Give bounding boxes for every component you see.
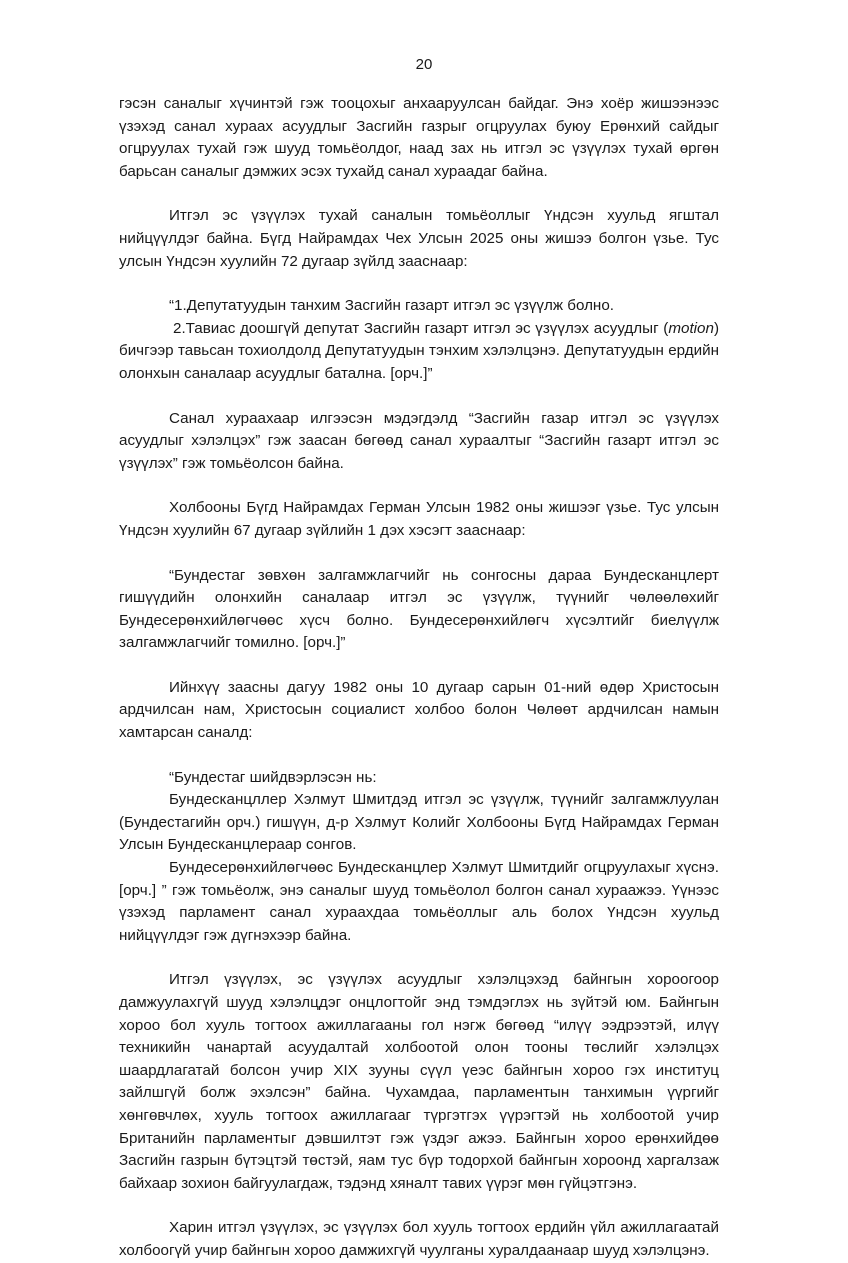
- quote-czech-text-b: ) бичгээр тавьсан тохиолдолд Депутатуудын тэнхим хэлэлцэнэ. Депутатуудын ердийн олонхын саналаар асуудлыг батална. [орч.]”: [119, 319, 719, 382]
- paragraph-germany-intro: Холбооны Бүгд Найрамдах Герман Улсын 1982 оны жишээг үзье. Тус улсын Үндсэн хуулийн 67 дугаар зүйлийн 1 дэх хэсэгт зааснаар:: [119, 499, 719, 539]
- quote-czech-text-a: 2.Тавиас доошгүй депутат Засгийн газарт итгэл эс үзүүлэх асуудлыг (: [173, 319, 669, 337]
- paragraph-czech-intro: Итгэл эс үзүүлэх тухай саналын томьёоллыг Үндсэн хуульд ягштал нийцүүлдэг байна. Бүгд Найрамдах Чех Улсын 2025 оны жишээ болгон үзье. Тус улсын Үндсэн хуулийн 72 дугаар зүйлд зааснаар:: [119, 207, 719, 270]
- quote-bundestag-line-2: Бундесканцллер Хэлмут Шмитдэд итгэл эс үзүүлж, түүнийг залгамжлуулан (Бундестагийн орч.) гишүүн, д-р Хэлмут Колийг Холбооны Бүгд Найрамдах Герман Улсын Бундесканцлераар сонгов.: [119, 791, 719, 854]
- paragraph-continuation: гэсэн саналыг хүчинтэй гэж тооцохыг анхааруулсан байдаг. Энэ хоёр жишээнээс үзэхэд санал хураах асуудлыг Засгийн газрыг огцруулах буюу Ерөнхий сайдыг огцруулах тухай гэж шууд томьёолдог, наад зах нь итгэл эс үзүүлэх тухай өргөн барьсан саналыг дэмжих эсэх тухайд санал хураадаг байна.: [119, 95, 719, 180]
- paragraph-standing-committee: Итгэл үзүүлэх, эс үзүүлэх асуудлыг хэлэлцэхэд байнгын хороогоор дамжуулахгүй шууд хэлэлцдэг онцлогтойг энд тэмдэглэх нь зүйтэй юм. Байнгын хороо бол хууль тогтоох ажиллагааны гол нэгж бөгөөд “илүү ээдрээтэй, илүү техникийн чанартай асуудалтай холбоотой олон тооны төслийг хэлэлцэх шаардлагатай болсон учир XIX зууны сүүл үеэс байнгын хороо гэх институц зайлшгүй болж эхэлсэн” байна. Чухамдаа, парламентын танхимын үүргийг хөнгөвчлөх, хууль тогтоох ажиллагааг түргэтгэх үүрэгтэй нь холбоотой учир Британийн парламентыг дэвшилтэт гэж үздэг ажээ. Байнгын хороо ерөнхийдөө Засгийн газрын бүтэцтэй төстэй, яам тус бүр тодорхой байнгын хороонд харгалзаж байхаар зохион байгуулагдаж, тэдэнд хяналт тавих үүрэг мөн гүйцэтгэнэ.: [119, 971, 719, 1192]
- document-body: [119, 93, 719, 1263]
- quote-bundestag-line-3: Бундесерөнхийлөгчөөс Бундесканцлер Хэлмут Шмитдийг огцруулахыг хүснэ. [орч.] ” гэж томьёолж, энэ саналыг шууд томьёолол болгон санал хураажээ. Үүнээс үзэхэд парламент санал хураахдаа томьёоллыг аль болох Үндсэн хуульд нийцүүлдэг гэж дүгнэхээр байна.: [119, 859, 719, 944]
- quote-czech-line-2: [119, 318, 719, 386]
- quote-czech-line-1: “1.Депутатуудын танхим Засгийн газарт итгэл эс үзүүлж болно.: [169, 297, 614, 315]
- paragraph-vote-notice: Санал хураахаар илгээсэн мэдэгдэлд “Засгийн газар итгэл эс үзүүлэх асуудлыг хэлэлцэх” гэж заасан бөгөөд санал хураалтыг “Засгийн газарт итгэл эс үзүүлэх” гэж томьёолсон байна.: [119, 409, 719, 472]
- quote-czech-motion-term: motion: [668, 319, 714, 337]
- paragraph-direct-deliberation: Харин итгэл үзүүлэх, эс үзүүлэх бол хууль тогтоох ердийн үйл ажиллагаатай холбоогүй учир байнгын хороо дамжихгүй чуулганы хуралдаанаар шууд хэлэлцэнэ.: [119, 1219, 719, 1259]
- page-number: 20: [415, 56, 433, 73]
- quote-bundestag-line-1: “Бундестаг шийдвэрлэсэн нь:: [169, 768, 377, 786]
- quote-germany-constitution: “Бундестаг зөвхөн залгамжлагчийг нь сонгосны дараа Бундесканцлерт гишүүдийн олонхийн саналаар итгэл эс үзүүлж, түүнийг чөлөөлөхийг Бундесерөнхийлөгчөөс хүсч болно. Бундесерөнхийлөгч хүсэлтийг биелүүлж залгамжлагчийг томилно. [орч.]”: [119, 566, 719, 652]
- paragraph-1982-motion: Ийнхүү заасны дагуу 1982 оны 10 дугаар сарын 01-ний өдөр Христосын ардчилсан нам, Христосын социалист холбоо болон Чөлөөт ардчилсан намын хамтарсан саналд:: [119, 678, 719, 742]
